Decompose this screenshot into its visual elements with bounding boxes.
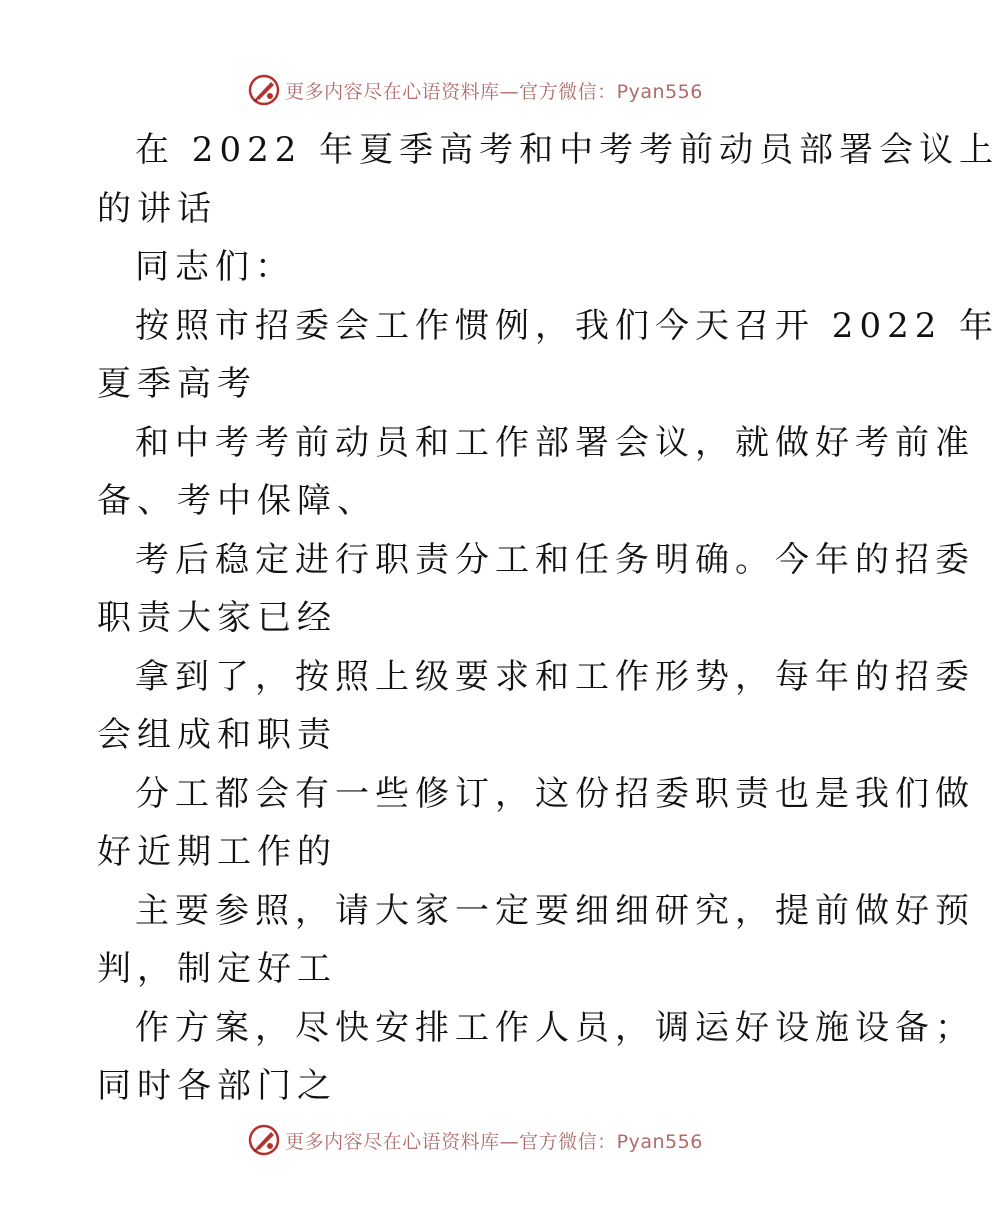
document-line: 分工都会有一些修订，这份招委职责也是我们做 [135, 773, 975, 814]
document-line: 职责大家已经 [97, 598, 337, 638]
document-line: 夏季高考 [97, 364, 257, 404]
footer-banner-text: 更多内容尽在心语资料库—官方微信：Pyan556 [285, 1130, 703, 1153]
document-line: 按照市招委会工作惯例，我们今天召开 2022 年 [135, 305, 999, 346]
document-line: 的讲话 [97, 188, 217, 229]
document-line: 同时各部门之 [97, 1066, 337, 1106]
document-line: 好近期工作的 [97, 832, 337, 872]
footer-watermark-banner [0, 1120, 950, 1160]
quill-pen-logo-icon [247, 1123, 281, 1157]
document-line: 和中考考前动员和工作部署会议，就做好考前准 [135, 422, 975, 463]
document-line: 主要参照，请大家一定要细细研究，提前做好预 [135, 890, 975, 931]
quill-pen-logo-icon [247, 73, 281, 107]
header-banner-text: 更多内容尽在心语资料库—官方微信：Pyan556 [285, 80, 703, 103]
document-line: 拿到了，按照上级要求和工作形势，每年的招委 [135, 656, 975, 697]
document-line: 作方案，尽快安排工作人员，调运好设施设备； [135, 1007, 975, 1048]
document-body [97, 121, 999, 1116]
document-line: 考后稳定进行职责分工和任务明确。今年的招委 [135, 539, 975, 580]
document-line: 备、考中保障、 [97, 481, 377, 521]
document-line: 判，制定好工 [97, 949, 337, 989]
document-line: 同志们： [135, 247, 295, 287]
header-watermark-banner [0, 70, 950, 110]
document-line: 会组成和职责 [97, 715, 337, 755]
document-line: 在 2022 年夏季高考和中考考前动员部署会议上 [135, 130, 999, 170]
